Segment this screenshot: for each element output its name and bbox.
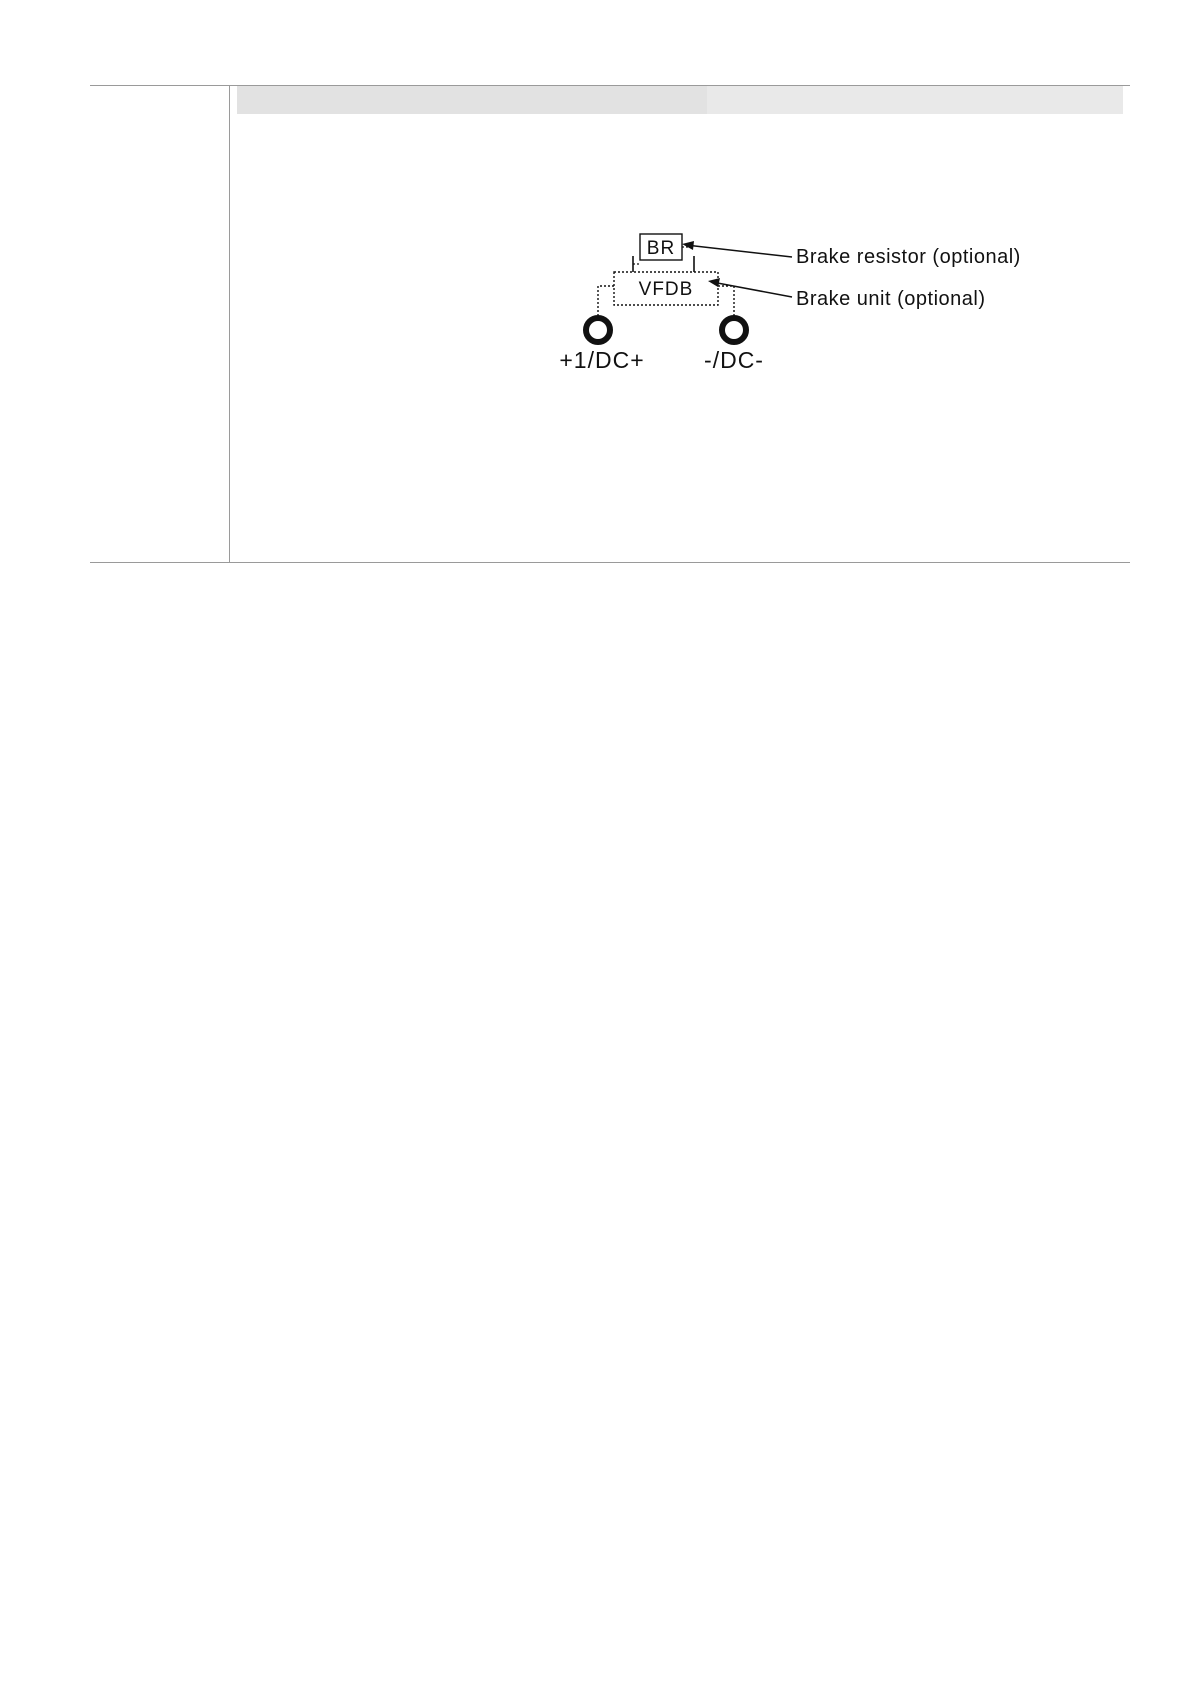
terminal-negative-icon [722, 318, 746, 342]
br-label: BR [646, 238, 676, 259]
brake-resistor-arrow [686, 245, 792, 257]
vfdb-label: VFDB [638, 279, 694, 300]
brake-resistor-label: Brake resistor (optional) [796, 246, 1021, 268]
terminal-positive-label: +1/DC+ [559, 347, 645, 373]
column-divider [229, 86, 230, 562]
header-cell-right [707, 86, 1123, 114]
wire-negative [718, 286, 734, 318]
table-header-band [237, 86, 1123, 114]
brake-unit-arrow [712, 282, 792, 297]
wire-positive [598, 286, 614, 318]
brake-unit-label: Brake unit (optional) [796, 288, 986, 310]
terminal-negative-label: -/DC- [704, 347, 764, 373]
brake-wiring-diagram [540, 220, 1080, 390]
brake-unit-arrowhead [708, 278, 720, 287]
brake-resistor-arrowhead [682, 241, 694, 250]
header-cell-left [237, 86, 707, 114]
terminal-positive-icon [586, 318, 610, 342]
